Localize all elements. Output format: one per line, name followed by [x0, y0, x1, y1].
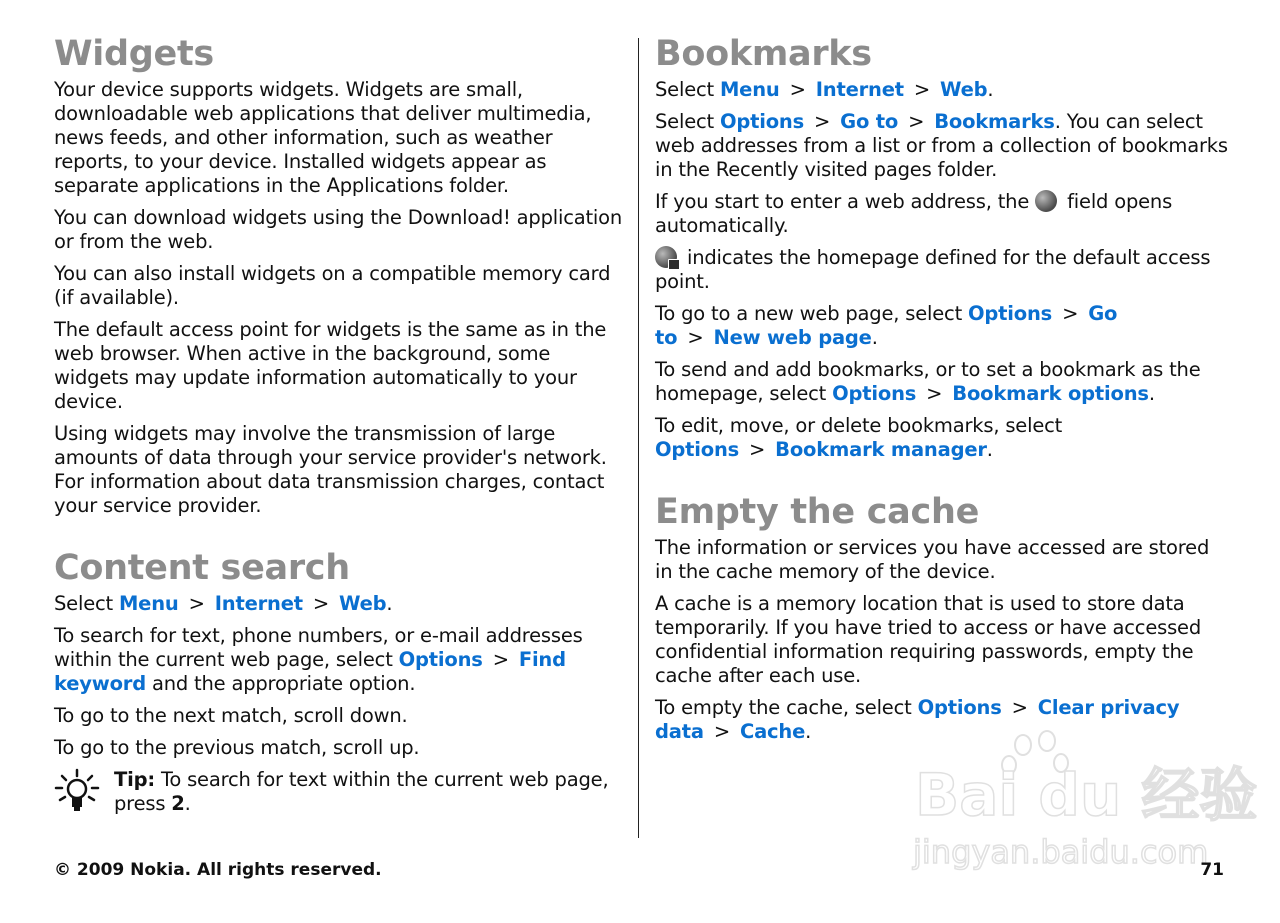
cache-paragraph: A cache is a memory location that is used to store data temporarily. If you have tried to access or have accessed confidential information requiring passwords, empty the cache after each use.: [655, 592, 1202, 687]
watermark-url: jingyan.baidu.com: [913, 833, 1209, 871]
options-link[interactable]: Options: [398, 648, 483, 671]
separator: >: [789, 78, 806, 101]
globe-home-icon: [655, 246, 677, 268]
widgets-heading: Widgets: [54, 34, 214, 74]
web-link[interactable]: Web: [940, 78, 988, 101]
cache-paragraph: The information or services you have accessed are stored in the cache memory of the device.: [655, 536, 1210, 583]
separator: >: [908, 110, 925, 133]
bookmark-manager-link[interactable]: Bookmark manager: [775, 438, 987, 461]
empty-cache-text: To empty the cache, select Options > Clear privacy data > Cache.: [655, 696, 1180, 743]
goto-link[interactable]: Go to: [655, 302, 1118, 349]
tip-box: [54, 768, 626, 816]
widgets-paragraph: Your device supports widgets. Widgets are small, downloadable web applications that deliver multimedia, news feeds, and other information, such as weather reports, to your device. Installed widgets appear as separate applications in the Applications folder.: [54, 78, 592, 197]
options-link[interactable]: Options: [655, 438, 740, 461]
empty-cache-heading: Empty the cache: [655, 492, 980, 532]
options-link[interactable]: Options: [719, 110, 804, 133]
separator: >: [492, 648, 509, 671]
globe-pen-icon: [1035, 190, 1057, 212]
widgets-paragraph: You can also install widgets on a compatible memory card (if available).: [54, 262, 611, 309]
send-bookmarks-text: To send and add bookmarks, or to set a bookmark as the homepage, select Options > Bookmark options.: [655, 358, 1201, 405]
internet-link[interactable]: Internet: [214, 592, 303, 615]
edit-bookmarks-text: To edit, move, or delete bookmarks, select Options > Bookmark manager.: [655, 414, 1063, 461]
web-link[interactable]: Web: [339, 592, 387, 615]
bookmarks-heading: Bookmarks: [655, 34, 872, 74]
options-link[interactable]: Options: [917, 696, 1002, 719]
next-match-text: To go to the next match, scroll down.: [54, 704, 408, 727]
bookmark-options-link[interactable]: Bookmark options: [952, 382, 1149, 405]
separator: >: [188, 592, 205, 615]
separator: >: [749, 438, 766, 461]
address-field-text: If you start to enter a web address, the field opens automatically.: [655, 190, 1173, 237]
new-web-page-link[interactable]: New web page: [713, 326, 872, 349]
separator: >: [926, 382, 943, 405]
lightbulb-icon: [54, 768, 100, 814]
tip-text: Tip: To search for text within the current web page, press 2.: [114, 768, 609, 815]
internet-link[interactable]: Internet: [815, 78, 904, 101]
content-search-heading: Content search: [54, 548, 350, 588]
menu-link[interactable]: Menu: [719, 78, 780, 101]
separator: >: [1011, 696, 1028, 719]
separator: >: [814, 110, 831, 133]
find-keyword-link[interactable]: Find keyword: [54, 648, 566, 695]
cache-link[interactable]: Cache: [739, 720, 806, 743]
left-column: [54, 34, 626, 816]
widgets-paragraph: You can download widgets using the Download! application or from the web.: [54, 206, 623, 253]
widgets-paragraph: Using widgets may involve the transmission of large amounts of data through your service provider's network. For information about data transmission charges, contact your service provider.: [54, 422, 607, 517]
options-link[interactable]: Options: [968, 302, 1053, 325]
new-page-text: To go to a new web page, select Options > Go to > New web page.: [655, 302, 1118, 349]
search-instructions: To search for text, phone numbers, or e-mail addresses within the current web page, select Options > Find keyword and the appropriate option.: [54, 624, 583, 695]
separator: >: [913, 78, 930, 101]
clear-privacy-data-link[interactable]: Clear privacy data: [655, 696, 1180, 743]
watermark-brand: Bai du 经验: [915, 761, 1258, 829]
content-search-path: Select Menu > Internet > Web.: [54, 592, 393, 615]
copyright-text: © 2009 Nokia. All rights reserved.: [54, 860, 382, 880]
separator: >: [312, 592, 329, 615]
tip-key: 2: [171, 792, 185, 815]
separator: >: [713, 720, 730, 743]
page-number: 71: [1200, 860, 1224, 880]
bookmarks-select-text: Select Options > Go to > Bookmarks. You can select web addresses from a list or from a collection of bookmarks in the Recently visited pages folder.: [655, 110, 1228, 181]
bookmarks-path: Select Menu > Internet > Web.: [655, 78, 994, 101]
column-divider: [638, 38, 639, 838]
right-column: [655, 34, 1229, 752]
goto-link[interactable]: Go to: [840, 110, 899, 133]
options-link[interactable]: Options: [832, 382, 917, 405]
menu-link[interactable]: Menu: [118, 592, 179, 615]
separator: >: [1062, 302, 1079, 325]
widgets-paragraph: The default access point for widgets is the same as in the web browser. When active in the background, some widgets may update information automatically to your device.: [54, 318, 607, 413]
prev-match-text: To go to the previous match, scroll up.: [54, 736, 420, 759]
bookmarks-link[interactable]: Bookmarks: [934, 110, 1055, 133]
homepage-text: indicates the homepage defined for the default access point.: [655, 246, 1211, 293]
separator: >: [687, 326, 704, 349]
